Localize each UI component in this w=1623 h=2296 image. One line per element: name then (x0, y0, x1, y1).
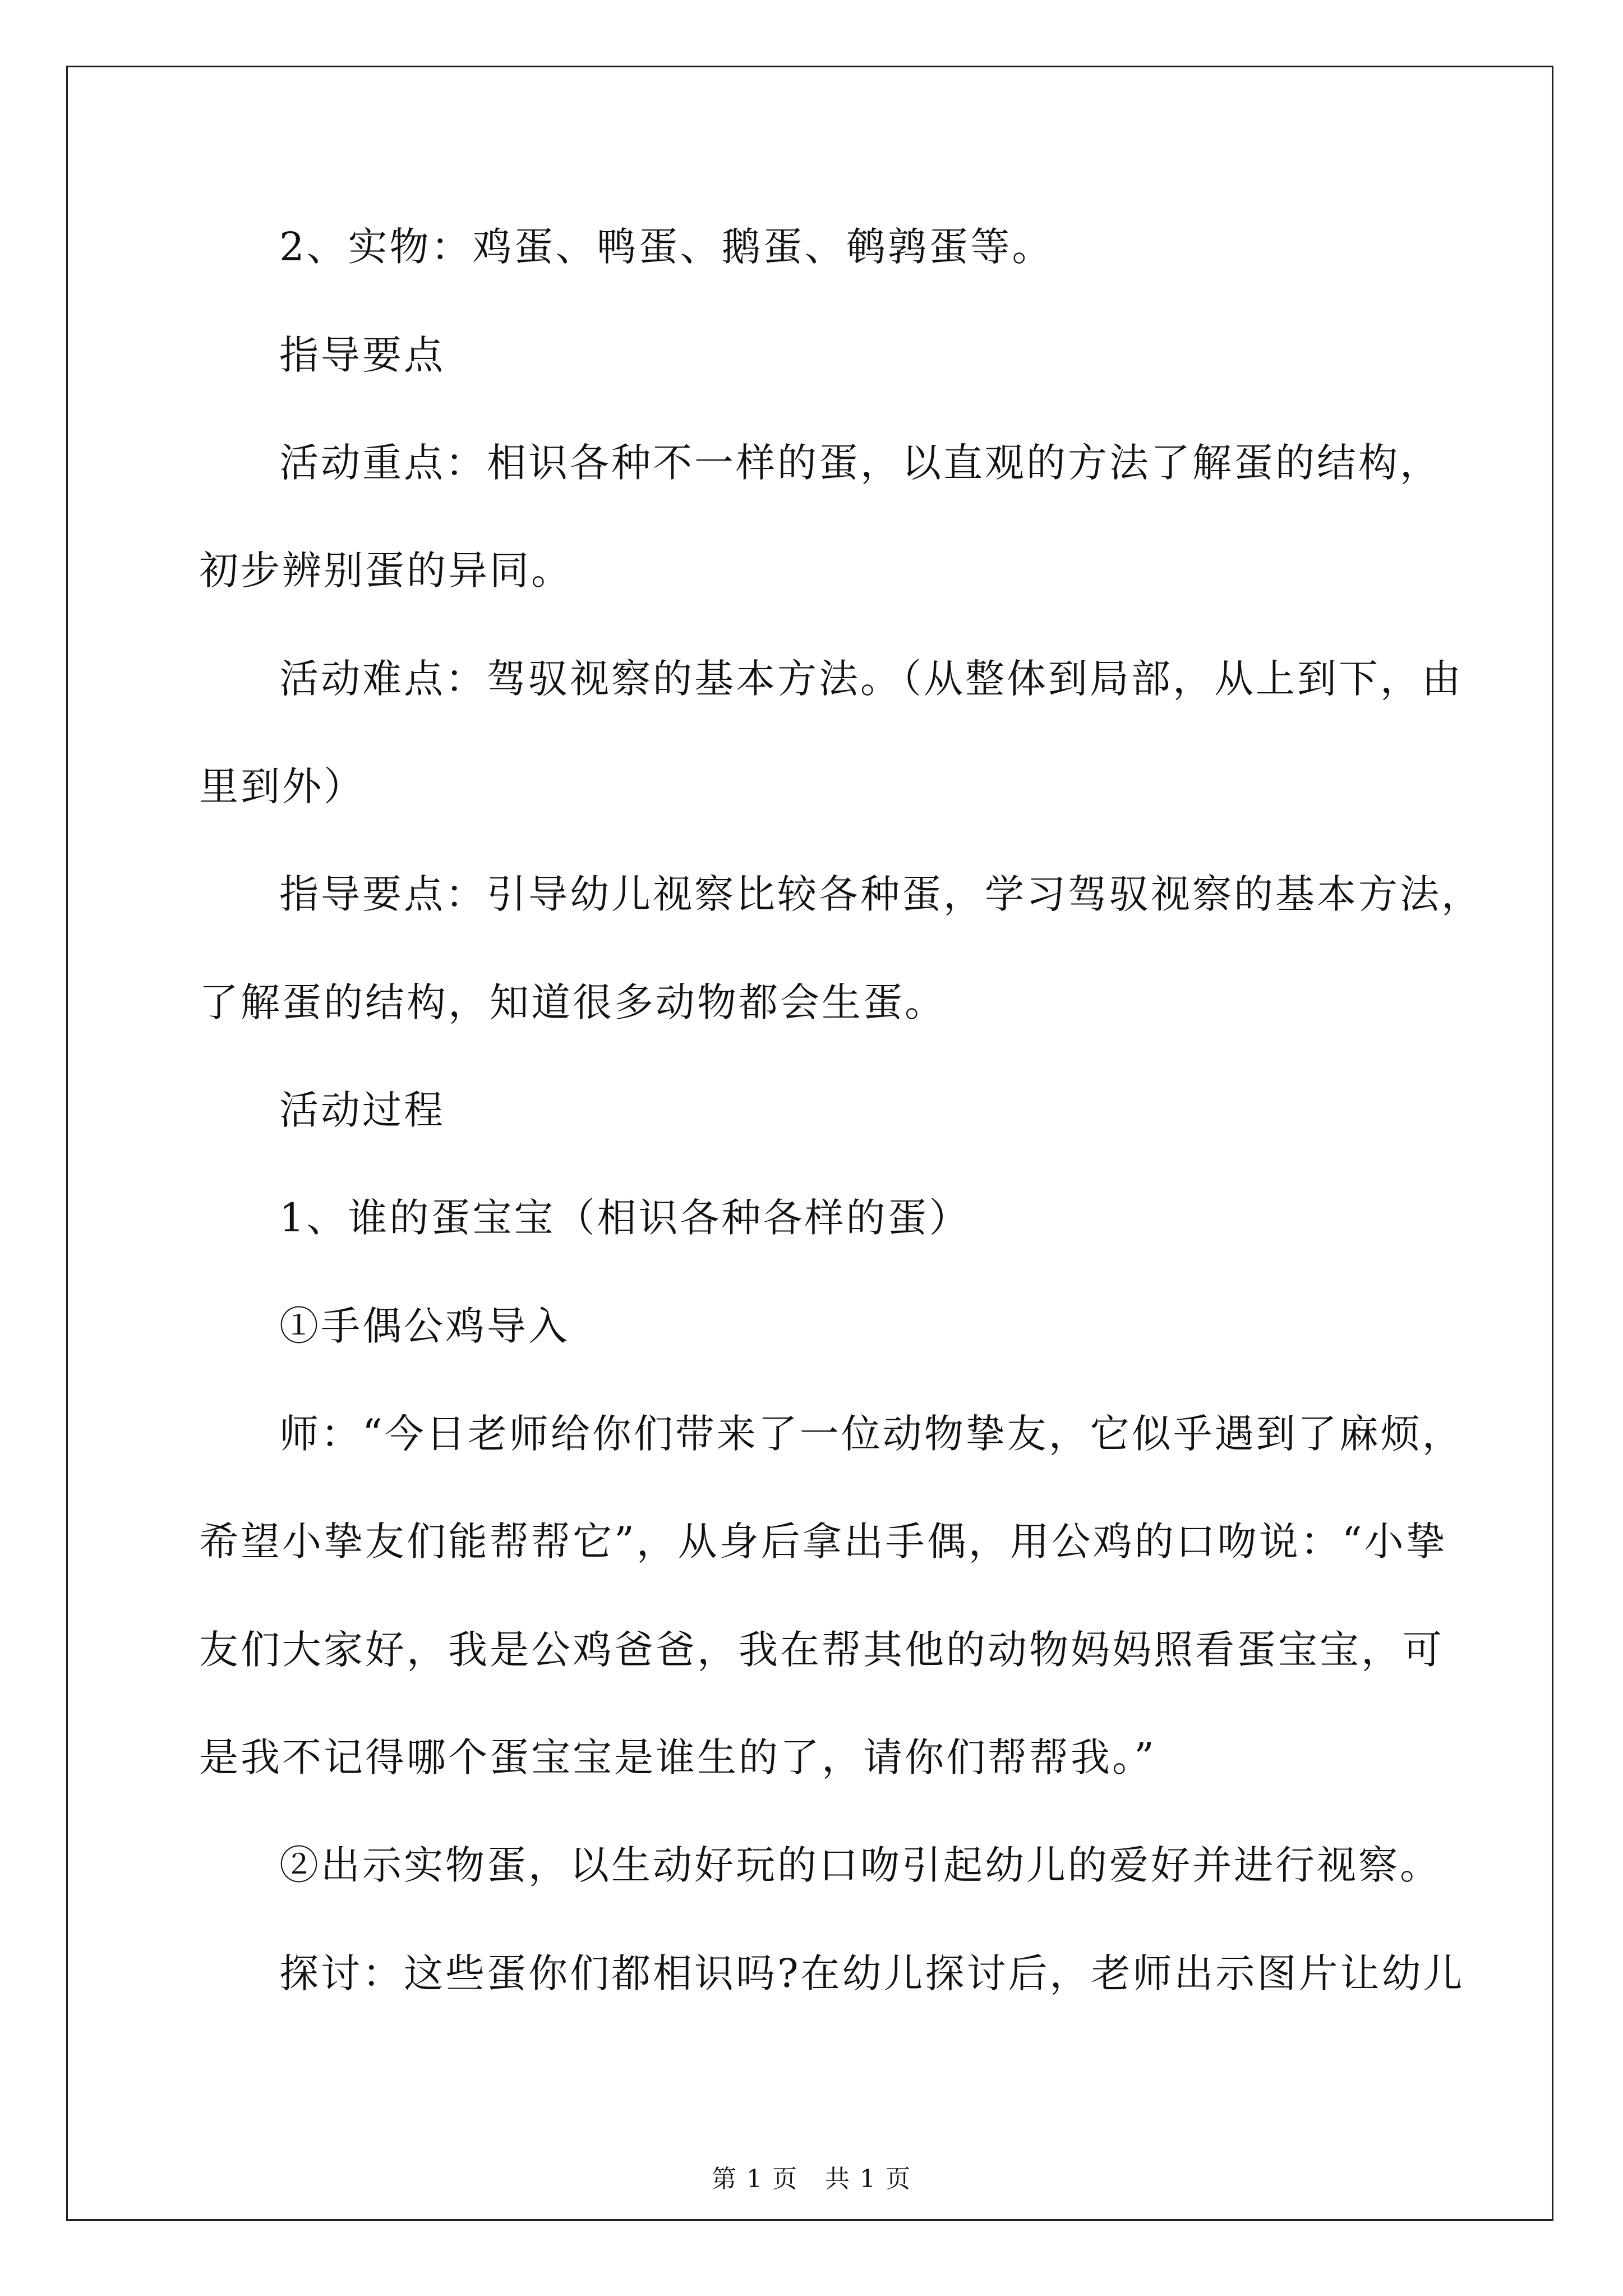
text-line-teacher-speech-cont-2: 友们大家好，我是公鸡爸爸，我在帮其他的动物妈妈照看蛋宝宝，可 (199, 1627, 1444, 1673)
text-line-step-1a: ①手偶公鸡导入 (279, 1303, 570, 1349)
text-line-heading-process: 活动过程 (279, 1087, 445, 1133)
text-line-guidance-points-cont: 了解蛋的结构，知道很多动物都会生蛋。 (199, 979, 946, 1025)
text-line-key-point: 活动重点：相识各种不一样的蛋，以直观的方法了解蛋的结构， (279, 440, 1441, 486)
text-line-key-point-cont: 初步辨别蛋的异同。 (199, 547, 573, 593)
text-line-heading-guidance: 指导要点 (279, 332, 445, 378)
page-number-footer: 第 1 页 共 1 页 (712, 2165, 911, 2193)
text-line-difficulty-cont: 里到外） (199, 763, 365, 809)
page-border (66, 66, 1553, 2221)
text-line-teacher-speech-cont-1: 希望小挚友们能帮帮它”，从身后拿出手偶，用公鸡的口吻说：“小挚 (199, 1519, 1447, 1565)
text-line-step-1: 1、谁的蛋宝宝（相识各种各样的蛋） (279, 1195, 971, 1241)
text-line-materials: 2、实物：鸡蛋、鸭蛋、鹅蛋、鹌鹑蛋等。 (279, 224, 1054, 270)
text-line-step-1b: ②出示实物蛋，以生动好玩的口吻引起幼儿的爱好并进行视察。 (279, 1842, 1441, 1888)
text-line-difficulty: 活动难点：驾驭视察的基本方法。（从整体到局部，从上到下，由 (279, 656, 1463, 702)
text-line-teacher-speech-cont-3: 是我不记得哪个蛋宝宝是谁生的了，请你们帮帮我。” (199, 1734, 1156, 1780)
text-line-discussion: 探讨：这些蛋你们都相识吗?在幼儿探讨后，老师出示图片让幼儿 (279, 1950, 1465, 1996)
text-line-teacher-speech: 师：“今日老师给你们带来了一位动物挚友，它似乎遇到了麻烦， (279, 1411, 1464, 1457)
text-line-guidance-points: 指导要点：引导幼儿视察比较各种蛋，学习驾驭视察的基本方法， (279, 871, 1483, 917)
